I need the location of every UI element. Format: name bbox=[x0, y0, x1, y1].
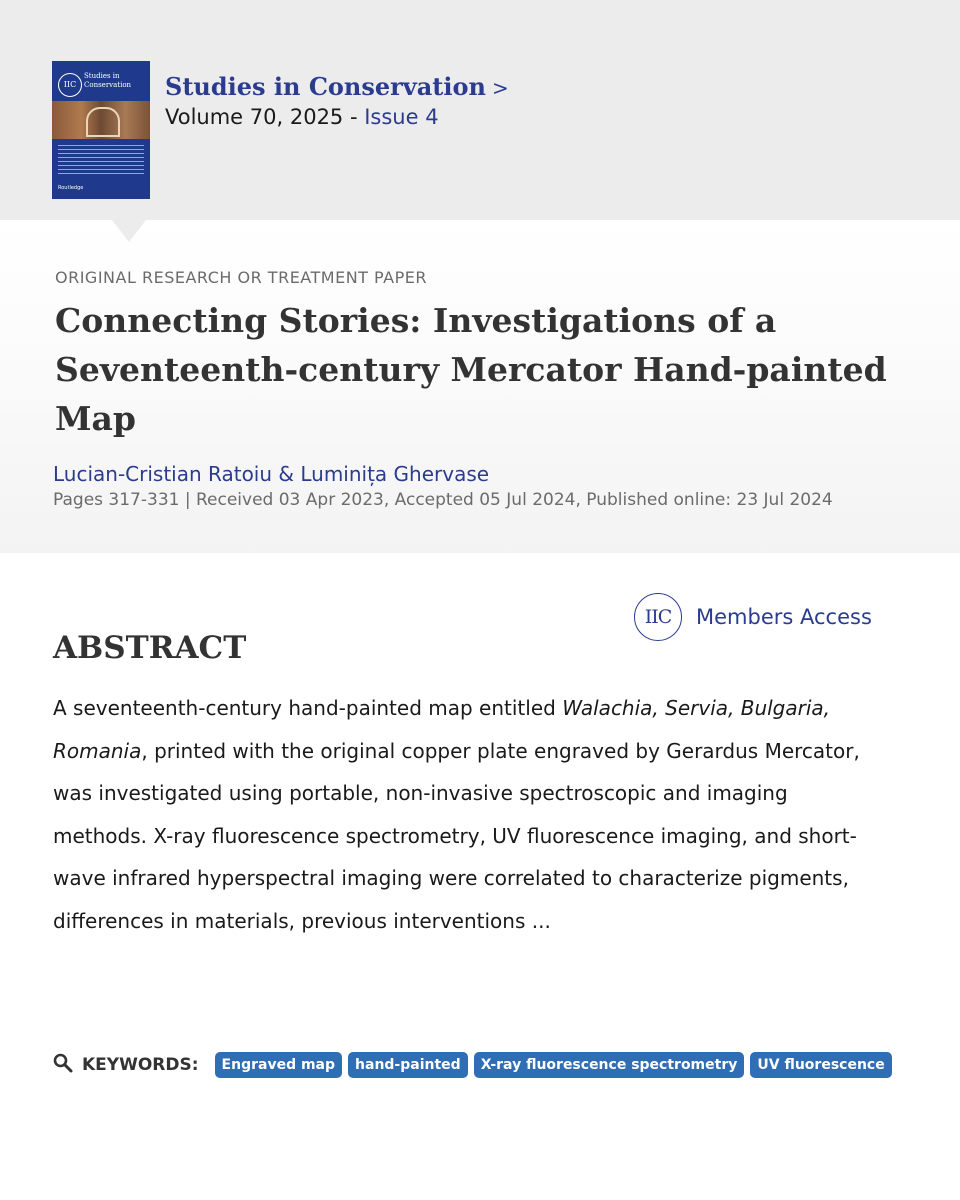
members-access-button[interactable] bbox=[634, 592, 872, 642]
iic-logo-icon: IIC bbox=[634, 593, 682, 641]
volume-issue-line bbox=[165, 105, 439, 129]
journal-cover-image[interactable] bbox=[52, 61, 150, 199]
search-icon bbox=[52, 1052, 74, 1078]
article-authors[interactable]: Lucian-Cristian Ratoiu & Luminița Ghervase bbox=[53, 462, 490, 486]
keyword-tag[interactable]: hand-painted bbox=[348, 1052, 468, 1078]
journal-name: Studies in Conservation bbox=[165, 72, 486, 101]
keywords-label: KEYWORDS: bbox=[82, 1055, 199, 1075]
article-type: ORIGINAL RESEARCH OR TREATMENT PAPER bbox=[55, 268, 427, 287]
cover-contents-lines bbox=[58, 145, 144, 175]
journal-name-link[interactable] bbox=[165, 72, 509, 101]
pointer-triangle bbox=[112, 220, 146, 242]
abstract-heading: ABSTRACT bbox=[53, 630, 247, 666]
keyword-tag[interactable]: UV fluorescence bbox=[750, 1052, 891, 1078]
abstract-map-title: Walachia, Servia, Bulgaria, Romania bbox=[53, 696, 831, 763]
cover-photo bbox=[52, 101, 150, 139]
keywords-row bbox=[52, 1050, 898, 1080]
issue-link[interactable]: Issue 4 bbox=[364, 105, 439, 129]
cover-title: Studies in Conservation bbox=[84, 72, 132, 89]
publication-info: Pages 317-331 | Received 03 Apr 2023, Accepted 05 Jul 2024, Published online: 23 Jul 2024 bbox=[53, 490, 833, 510]
abstract-text bbox=[53, 687, 888, 942]
abstract-text-end: , printed with the original copper plate engraved by Gerardus Mercator, was investigated using portable, non-invasive spectroscopic and imaging methods. X-ray fluorescence spectrometry, UV fluorescence imaging, and short-wave infrared hyperspectral imaging were correlated to characterize pigments, differences in materials, previous interventions ... bbox=[53, 738, 860, 933]
article-title: Connecting Stories: Investigations of a Seventeenth-century Mercator Hand-painted Map bbox=[55, 301, 887, 438]
chevron-right-icon: > bbox=[491, 76, 509, 100]
cover-publisher: Routledge bbox=[58, 185, 84, 191]
keyword-tag[interactable]: Engraved map bbox=[215, 1052, 342, 1078]
abstract-text-start: A seventeenth-century hand-painted map entitled bbox=[53, 696, 563, 720]
members-access-label: Members Access bbox=[696, 605, 872, 629]
volume-text: Volume 70, 2025 - bbox=[165, 105, 365, 129]
cover-iic-logo: IIC bbox=[58, 73, 82, 97]
keyword-tag[interactable]: X-ray fluorescence spectrometry bbox=[474, 1052, 745, 1078]
